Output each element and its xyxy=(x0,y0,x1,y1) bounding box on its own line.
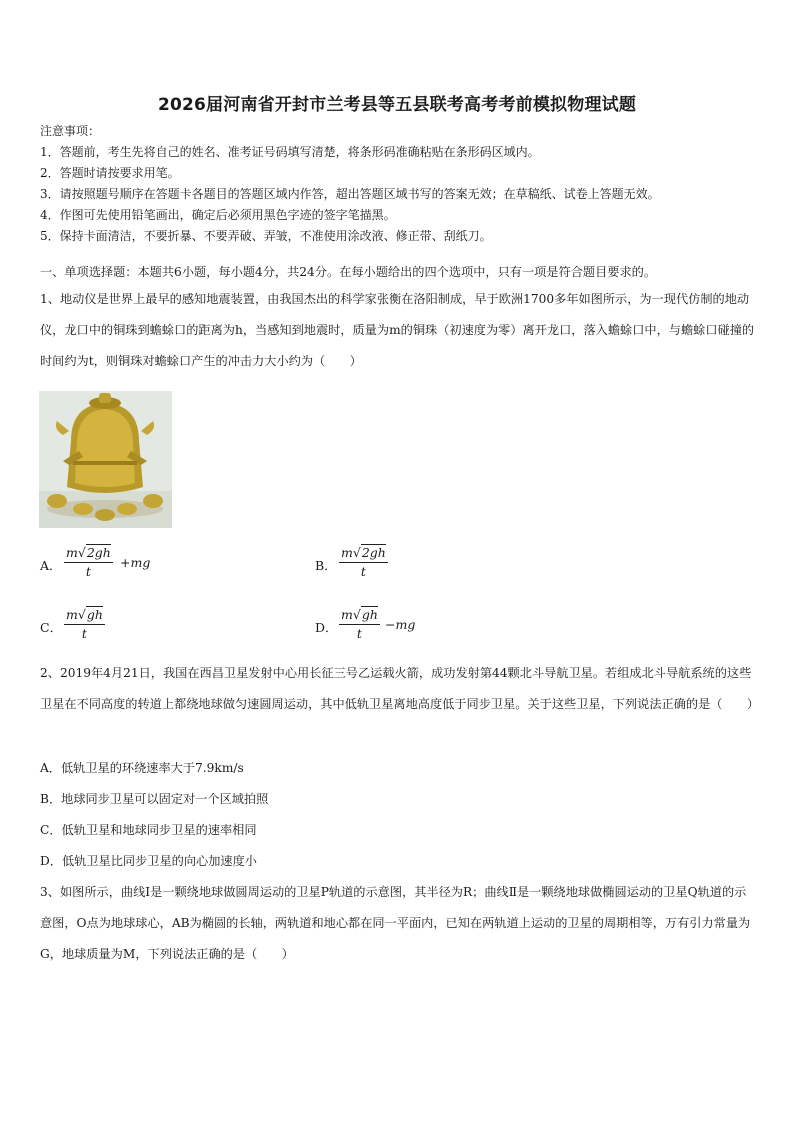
exam-title: 2026届河南省开封市兰考县等五县联考高考考前模拟物理试题 xyxy=(157,95,637,115)
q1-option-c[interactable] xyxy=(40,606,290,650)
question-2-text: 2、2019年4月21日，我国在西昌卫星发射中心用长征三号乙运载火箭，成功发射第44颗北斗导航卫星。若组成北斗导航系统的这些卫星在不同高度的转道上都绕地球做匀速圆周运动，其中低轨卫星离地高度低于同步卫星。关于这些卫星，下列说法正确的是（ ） xyxy=(40,666,760,711)
seismograph-illustration xyxy=(39,391,172,528)
notes-heading: 注意事项： xyxy=(40,124,101,138)
note-item: 5．保持卡面清洁，不要折暴、不要弄破、弄皱，不准使用涂改液、修正带、刮纸刀。 xyxy=(40,229,492,243)
q1-option-b[interactable] xyxy=(315,544,565,588)
option-label: B． xyxy=(315,558,337,573)
mass-symbol: m xyxy=(66,545,78,560)
fraction xyxy=(64,606,105,643)
question-1-text: 1、地动仪是世界上最早的感知地震装置，由我国杰出的科学家张衡在洛阳制成，早于欧洲1700多年如图所示，为一现代仿制的地动仪，龙口中的铜珠到蟾蜍口的距离为h，当感知到地震时，质量为m的铜珠（初速度为零）离开龙口，落入蟾蜍口中，与蟾蜍口碰撞的时间约为t，则铜珠对蟾蜍口产生的冲击力大小约为（ ） xyxy=(40,292,755,368)
mass-symbol: m xyxy=(66,607,78,622)
question-3-text: 3、如图所示，曲线Ⅰ是一颗绕地球做圆周运动的卫星P轨道的示意图，其半径为R；曲线Ⅱ是一颗绕地球做椭圆运动的卫星Q轨道的示意图，O点为地球球心，AB为椭圆的长轴，两轨道和地心都在同一平面内，已知在两轨道上运动的卫星的周期相等，万有引力常量为G，地球质量为M，下列说法正确的是（ ） xyxy=(40,885,751,961)
denominator: t xyxy=(356,626,362,641)
expression-tail: +mg xyxy=(120,555,151,570)
note-item: 3．请按照题号顺序在答题卡各题目的答题区域内作答，超出答题区域书写的答案无效；在草稿纸、试卷上答题无效。 xyxy=(40,187,660,201)
seismograph-photo xyxy=(39,391,172,528)
section-heading: 一、单项选择题：本题共6小题，每小题4分，共24分。在每小题给出的四个选项中，只有一项是符合题目要求的。 xyxy=(40,265,657,279)
sqrt-icon: √ xyxy=(352,545,361,560)
q2-option-b[interactable]: B．地球同步卫星可以固定对一个区域拍照 xyxy=(40,792,269,806)
option-label: D． xyxy=(315,620,338,635)
fraction xyxy=(64,544,113,581)
q2-option-a[interactable]: A．低轨卫星的环绕速率大于7.9km/s xyxy=(40,761,244,775)
radicand: 2gh xyxy=(361,545,386,560)
sqrt-icon: √ xyxy=(77,607,86,622)
fraction xyxy=(339,606,380,643)
fraction xyxy=(339,544,388,581)
option-label: A． xyxy=(40,558,62,573)
denominator: t xyxy=(81,626,87,641)
expression-tail: −mg xyxy=(385,617,416,632)
sqrt-icon: √ xyxy=(352,607,361,622)
radicand: 2gh xyxy=(86,545,111,560)
sqrt-icon: √ xyxy=(77,545,86,560)
mass-symbol: m xyxy=(341,545,353,560)
note-item: 1．答题前，考生先将自己的姓名、准考证号码填写清楚，将条形码准确粘贴在条形码区域内。 xyxy=(40,145,540,159)
note-item: 2．答题时请按要求用笔。 xyxy=(40,166,180,180)
denominator: t xyxy=(360,564,366,579)
q1-option-d[interactable] xyxy=(315,606,565,650)
note-item: 4．作图可先使用铅笔画出，确定后必须用黑色字迹的签字笔描黑。 xyxy=(40,208,396,222)
q1-option-a[interactable] xyxy=(40,544,290,588)
q2-option-c[interactable]: C．低轨卫星和地球同步卫星的速率相同 xyxy=(40,823,257,837)
denominator: t xyxy=(85,564,91,579)
q2-option-d[interactable]: D．低轨卫星比同步卫星的向心加速度小 xyxy=(40,854,257,868)
option-label: C． xyxy=(40,620,63,635)
notes-block xyxy=(40,121,660,247)
radicand: gh xyxy=(361,607,378,622)
mass-symbol: m xyxy=(341,607,353,622)
radicand: gh xyxy=(86,607,103,622)
